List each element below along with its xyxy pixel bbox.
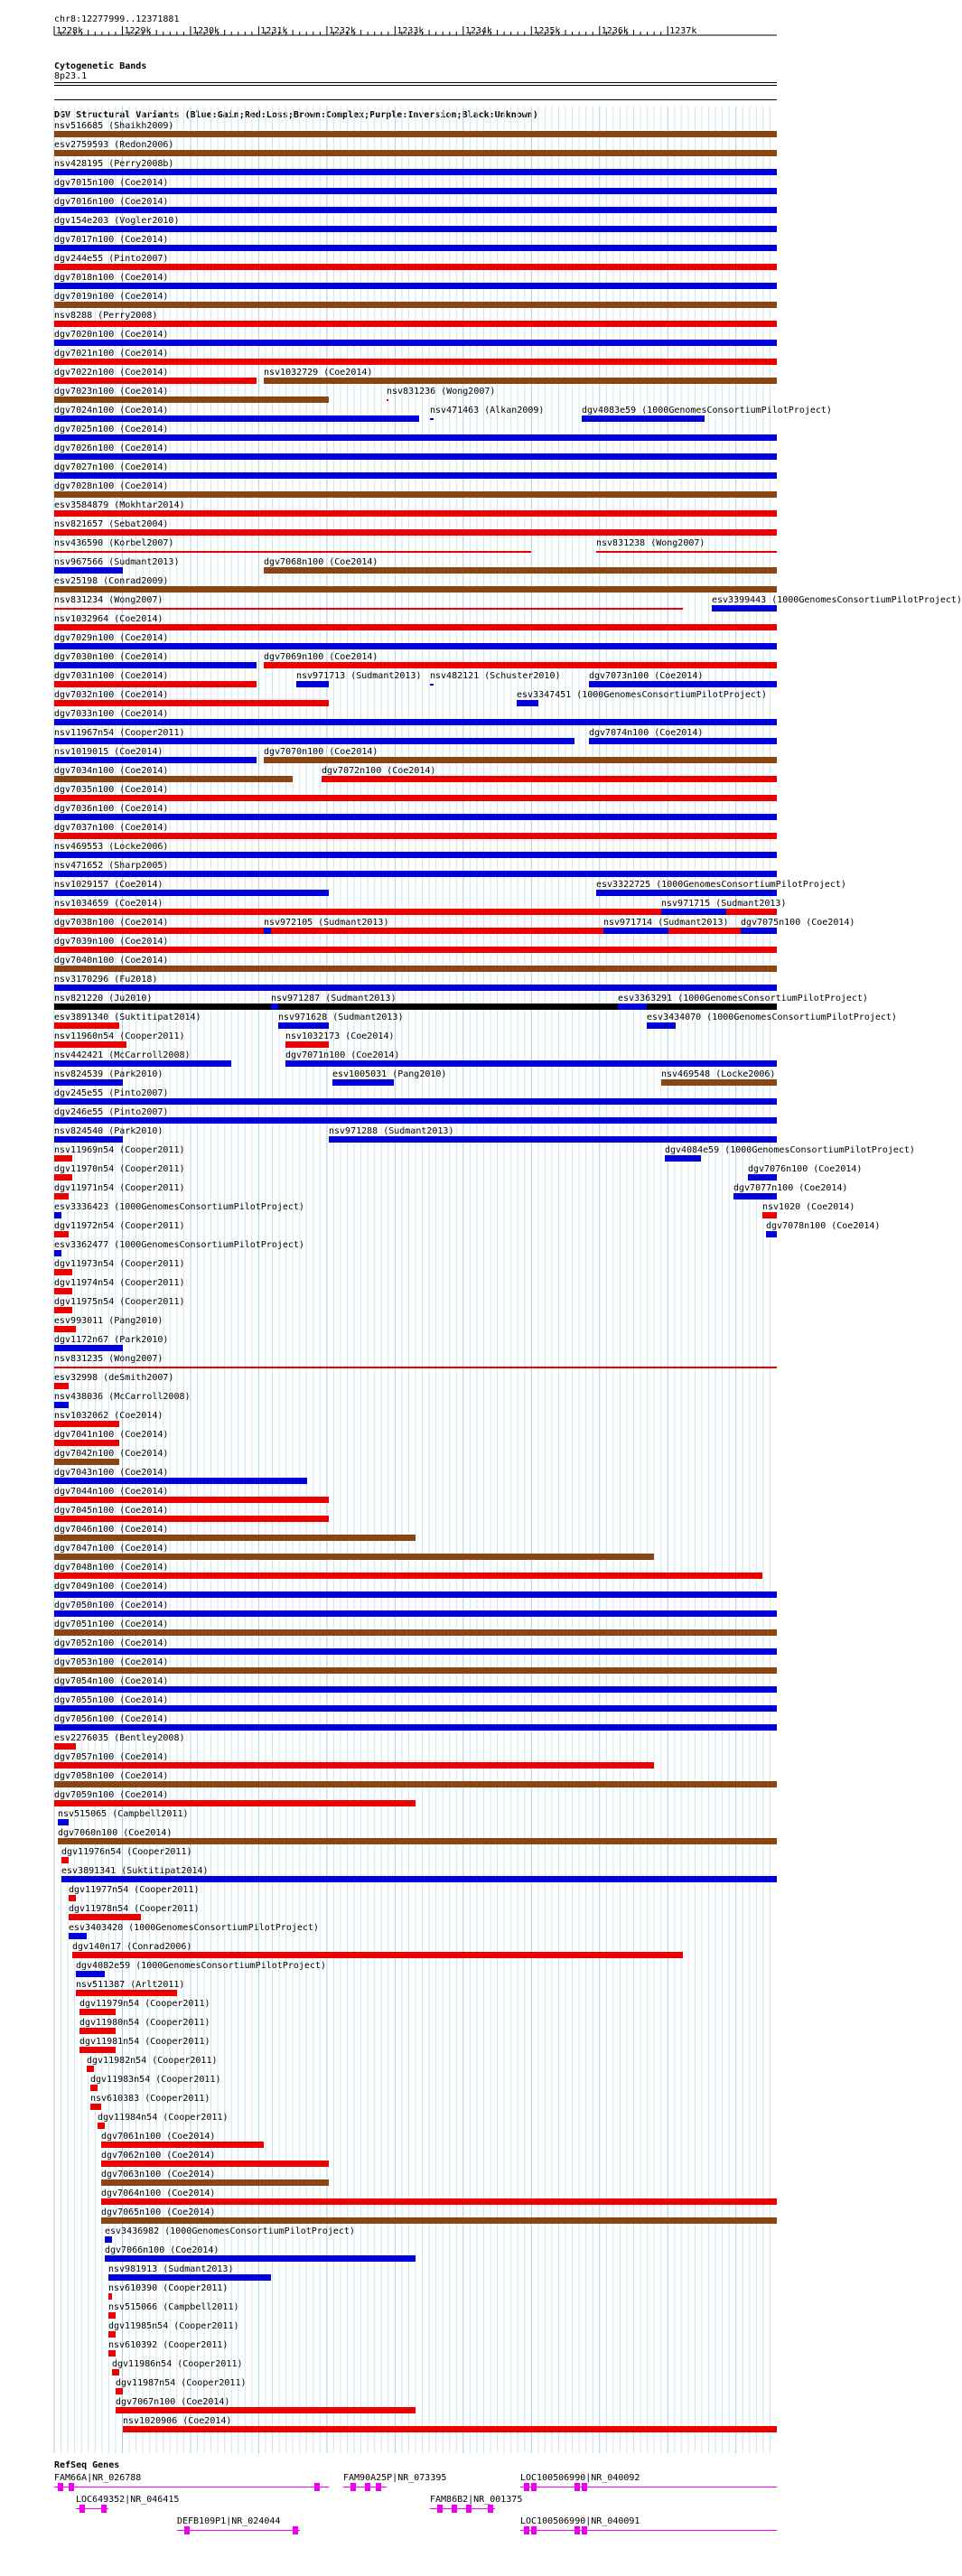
variant-label[interactable]: nsv821657 (Sebat2004)	[54, 519, 169, 529]
gene-line[interactable]	[177, 2530, 300, 2531]
variant-label[interactable]: nsv8288 (Perry2008)	[54, 311, 158, 321]
variant-label[interactable]: dgv7070n100 (Coe2014)	[264, 747, 378, 757]
variant-label[interactable]: dgv7049n100 (Coe2014)	[54, 1582, 169, 1591]
variant-label[interactable]: nsv1032173 (Coe2014)	[285, 1031, 395, 1041]
variant-label[interactable]: dgv7037n100 (Coe2014)	[54, 823, 169, 833]
variant-label[interactable]: nsv11960n54 (Cooper2011)	[54, 1031, 185, 1041]
variant-label[interactable]: dgv7068n100 (Coe2014)	[264, 557, 378, 567]
variant-label[interactable]: dgv11974n54 (Cooper2011)	[54, 1278, 185, 1288]
gene-exon[interactable]	[531, 2526, 537, 2534]
gene-exon[interactable]	[365, 2483, 370, 2491]
variant-label[interactable]: dgv4082e59 (1000GenomesConsortiumPilotProject)	[76, 1961, 326, 1971]
variant-label[interactable]: dgv244e55 (Pinto2007)	[54, 254, 169, 264]
variant-label[interactable]: nsv971714 (Sudmant2013)	[603, 918, 729, 928]
variant-label[interactable]: nsv967566 (Sudmant2013)	[54, 557, 180, 567]
variant-label[interactable]: esv3584879 (Mokhtar2014)	[54, 500, 185, 510]
variant-label[interactable]: esv3362477 (1000GenomesConsortiumPilotProject)	[54, 1240, 304, 1250]
variant-label[interactable]: nsv1032062 (Coe2014)	[54, 1411, 163, 1421]
variant-label[interactable]: dgv4083e59 (1000GenomesConsortiumPilotProject)	[582, 406, 832, 415]
variant-label[interactable]: nsv971287 (Sudmant2013)	[271, 994, 397, 1003]
variant-label[interactable]: nsv469548 (Locke2006)	[661, 1069, 776, 1079]
variant-label[interactable]: dgv7038n100 (Coe2014)	[54, 918, 169, 928]
variant-label[interactable]: esv1005031 (Pang2010)	[332, 1069, 447, 1079]
variant-label[interactable]: nsv438036 (McCarroll2008)	[54, 1392, 191, 1402]
variant-label[interactable]: dgv11973n54 (Cooper2011)	[54, 1259, 185, 1269]
variant-label[interactable]: dgv7043n100 (Coe2014)	[54, 1468, 169, 1478]
variant-label[interactable]: dgv7042n100 (Coe2014)	[54, 1449, 169, 1459]
variant-label[interactable]: dgv7020n100 (Coe2014)	[54, 330, 169, 340]
gene-exon[interactable]	[58, 2483, 63, 2491]
variant-label[interactable]: dgv11986n54 (Cooper2011)	[112, 2359, 243, 2369]
gene-exon[interactable]	[574, 2483, 580, 2491]
variant-label[interactable]: dgv7062n100 (Coe2014)	[101, 2151, 216, 2161]
variant-label[interactable]: dgv11981n54 (Cooper2011)	[79, 2037, 210, 2047]
gene-label[interactable]: LOC649352|NR_046415	[76, 2495, 180, 2505]
gene-exon[interactable]	[524, 2483, 529, 2491]
variant-label[interactable]: dgv7050n100 (Coe2014)	[54, 1601, 169, 1610]
gene-exon[interactable]	[452, 2505, 457, 2513]
variant-label[interactable]: dgv245e55 (Pinto2007)	[54, 1088, 169, 1098]
scale-tick-label: 1229k	[124, 26, 152, 36]
gene-exon[interactable]	[350, 2483, 356, 2491]
variant-label[interactable]: dgv7018n100 (Coe2014)	[54, 273, 169, 283]
gene-exon[interactable]	[582, 2526, 587, 2534]
variant-label[interactable]: dgv7078n100 (Coe2014)	[766, 1221, 881, 1231]
gene-exon[interactable]	[101, 2505, 107, 2513]
variant-label[interactable]: dgv7047n100 (Coe2014)	[54, 1544, 169, 1554]
variant-label[interactable]: dgv246e55 (Pinto2007)	[54, 1107, 169, 1117]
variant-label[interactable]: dgv11983n54 (Cooper2011)	[90, 2075, 221, 2085]
variant-label[interactable]: esv32998 (deSmith2007)	[54, 1373, 174, 1383]
gene-label[interactable]: DEFB109P1|NR_024044	[177, 2516, 281, 2526]
cyto-band-label: 8p23.1	[54, 71, 88, 81]
variant-label[interactable]: dgv1172n67 (Park2010)	[54, 1335, 169, 1345]
variant-label[interactable]: dgv7024n100 (Coe2014)	[54, 406, 169, 415]
variant-label[interactable]: nsv610390 (Cooper2011)	[108, 2283, 229, 2293]
variant-label[interactable]: dgv7039n100 (Coe2014)	[54, 937, 169, 947]
refseq-track-title[interactable]: RefSeq Genes	[54, 2460, 120, 2470]
gene-exon[interactable]	[582, 2483, 587, 2491]
variant-label[interactable]: dgv7066n100 (Coe2014)	[105, 2245, 219, 2255]
variant-label[interactable]: dgv7076n100 (Coe2014)	[748, 1164, 863, 1174]
variant-label[interactable]: nsv11967n54 (Cooper2011)	[54, 728, 185, 738]
variant-label[interactable]: dgv7032n100 (Coe2014)	[54, 690, 169, 700]
gene-line[interactable]	[520, 2530, 777, 2531]
dgv-track-title[interactable]: DGV Structural Variants (Blue:Gain;Red:Loss;Brown:Complex;Purple:Inversion;Black:Unknown)	[54, 110, 538, 120]
variant-label[interactable]: dgv7065n100 (Coe2014)	[101, 2207, 216, 2217]
variant-label[interactable]: nsv1032964 (Coe2014)	[54, 614, 163, 624]
variant-label[interactable]: nsv1019015 (Coe2014)	[54, 747, 163, 757]
variant-label[interactable]: esv3434070 (1000GenomesConsortiumPilotProject)	[647, 1013, 897, 1022]
variant-label[interactable]: dgv7016n100 (Coe2014)	[54, 197, 169, 207]
variant-label[interactable]: nsv971715 (Sudmant2013)	[661, 899, 787, 909]
variant-label[interactable]: dgv7074n100 (Coe2014)	[589, 728, 704, 738]
variant-label[interactable]: dgv7046n100 (Coe2014)	[54, 1525, 169, 1535]
variant-label[interactable]: dgv7034n100 (Coe2014)	[54, 766, 169, 776]
variant-label[interactable]: dgv11984n54 (Cooper2011)	[98, 2113, 229, 2123]
variant-label[interactable]: dgv7040n100 (Coe2014)	[54, 956, 169, 966]
variant-label[interactable]: nsv469553 (Locke2006)	[54, 842, 169, 852]
variant-label[interactable]: dgv7056n100 (Coe2014)	[54, 1714, 169, 1724]
gene-exon[interactable]	[184, 2526, 190, 2534]
variant-label[interactable]: dgv4084e59 (1000GenomesConsortiumPilotProject)	[665, 1145, 915, 1155]
variant-label[interactable]: nsv824540 (Park2010)	[54, 1126, 163, 1136]
variant-label[interactable]: dgv7063n100 (Coe2014)	[101, 2170, 216, 2179]
gene-exon[interactable]	[314, 2483, 320, 2491]
variant-label[interactable]: dgv11971n54 (Cooper2011)	[54, 1183, 185, 1193]
variant-label[interactable]: dgv7021n100 (Coe2014)	[54, 349, 169, 359]
variant-label[interactable]: dgv7015n100 (Coe2014)	[54, 178, 169, 188]
variant-label[interactable]: nsv831236 (Wong2007)	[387, 387, 496, 397]
variant-label[interactable]: esv3347451 (1000GenomesConsortiumPilotProject)	[517, 690, 767, 700]
scale-tick-label: 1234k	[464, 26, 492, 36]
scale-tick-label: 1228k	[56, 26, 84, 36]
variant-label[interactable]: dgv11987n54 (Cooper2011)	[116, 2378, 247, 2388]
variant-label[interactable]: esv3891340 (Suktitipat2014)	[54, 1013, 201, 1022]
variant-label[interactable]: dgv11979n54 (Cooper2011)	[79, 1999, 210, 2009]
variant-label[interactable]: nsv971288 (Sudmant2013)	[329, 1126, 454, 1136]
variant-label[interactable]: nsv1034659 (Coe2014)	[54, 899, 163, 909]
variant-label[interactable]: esv3322725 (1000GenomesConsortiumPilotProject)	[596, 880, 846, 890]
variant-label[interactable]: dgv7060n100 (Coe2014)	[58, 1828, 173, 1838]
variant-label[interactable]: nsv471463 (Alkan2009)	[430, 406, 545, 415]
variant-label[interactable]: dgv7055n100 (Coe2014)	[54, 1695, 169, 1705]
variant-label[interactable]: dgv11977n54 (Cooper2011)	[69, 1885, 200, 1895]
variant-label[interactable]: nsv1029157 (Coe2014)	[54, 880, 163, 890]
variant-label[interactable]: dgv7033n100 (Coe2014)	[54, 709, 169, 719]
scale-tick-label: 1236k	[601, 26, 629, 36]
variant-label[interactable]: nsv972105 (Sudmant2013)	[264, 918, 389, 928]
scale-tick-label: 1235k	[533, 26, 561, 36]
variant-label[interactable]: dgv7075n100 (Coe2014)	[741, 918, 855, 928]
variant-label[interactable]: dgv7031n100 (Coe2014)	[54, 671, 169, 681]
variant-label[interactable]: dgv7067n100 (Coe2014)	[116, 2397, 230, 2407]
variant-label[interactable]: dgv7048n100 (Coe2014)	[54, 1563, 169, 1573]
variant-label[interactable]: dgv7053n100 (Coe2014)	[54, 1657, 169, 1667]
variant-label[interactable]: dgv7019n100 (Coe2014)	[54, 292, 169, 302]
variant-label[interactable]: esv3891341 (Suktitipat2014)	[61, 1866, 209, 1876]
gene-exon[interactable]	[466, 2505, 472, 2513]
variant-label[interactable]: esv25198 (Conrad2009)	[54, 576, 169, 586]
variant-label[interactable]: esv2759593 (Redon2006)	[54, 140, 174, 150]
scale-tick-label: 1237k	[669, 26, 697, 36]
variant-label[interactable]: dgv7026n100 (Coe2014)	[54, 443, 169, 453]
variant-label[interactable]: dgv7057n100 (Coe2014)	[54, 1752, 169, 1762]
variant-label[interactable]: dgv7072n100 (Coe2014)	[322, 766, 436, 776]
variant-label[interactable]: dgv7023n100 (Coe2014)	[54, 387, 169, 397]
variant-label[interactable]: nsv971628 (Sudmant2013)	[278, 1013, 404, 1022]
variant-label[interactable]: dgv7052n100 (Coe2014)	[54, 1638, 169, 1648]
variant-label[interactable]: nsv515065 (Campbell2011)	[58, 1809, 189, 1819]
variant-label[interactable]: nsv1020 (Coe2014)	[762, 1202, 855, 1212]
variant-label[interactable]: nsv610383 (Cooper2011)	[90, 2094, 210, 2104]
variant-label[interactable]: nsv3170296 (Fu2018)	[54, 975, 158, 985]
variant-label[interactable]: dgv7022n100 (Coe2014)	[54, 368, 169, 378]
variant-label[interactable]: nsv1032729 (Coe2014)	[264, 368, 373, 378]
variant-label[interactable]: dgv7017n100 (Coe2014)	[54, 235, 169, 245]
gene-exon[interactable]	[293, 2526, 298, 2534]
scale-tick-label: 1232k	[328, 26, 356, 36]
gene-exon[interactable]	[376, 2483, 381, 2491]
variant-label[interactable]: dgv154e203 (Vogler2010)	[54, 216, 180, 226]
gene-exon[interactable]	[69, 2483, 74, 2491]
variant-label[interactable]: nsv610392 (Cooper2011)	[108, 2340, 229, 2350]
variant-label[interactable]: dgv11980n54 (Cooper2011)	[79, 2018, 210, 2028]
variant-label[interactable]: dgv11972n54 (Cooper2011)	[54, 1221, 185, 1231]
variant-label[interactable]: nsv511387 (Arlt2011)	[76, 1980, 185, 1990]
variant-label[interactable]: dgv7027n100 (Coe2014)	[54, 462, 169, 472]
gene-exon[interactable]	[531, 2483, 537, 2491]
variant-label[interactable]: nsv471652 (Sharp2005)	[54, 861, 169, 871]
variant-label[interactable]: nsv821220 (Ju2010)	[54, 994, 153, 1003]
variant-label[interactable]: dgv11982n54 (Cooper2011)	[87, 2056, 218, 2066]
variant-label[interactable]: dgv11976n54 (Cooper2011)	[61, 1847, 192, 1857]
variant-label[interactable]: nsv831234 (Wong2007)	[54, 595, 163, 605]
variant-label[interactable]: dgv7035n100 (Coe2014)	[54, 785, 169, 795]
gene-exon[interactable]	[488, 2505, 493, 2513]
variant-label[interactable]: dgv7077n100 (Coe2014)	[733, 1183, 848, 1193]
variant-label[interactable]: nsv516685 (Shaikh2009)	[54, 121, 174, 131]
variant-label[interactable]: dgv7030n100 (Coe2014)	[54, 652, 169, 662]
scale-tick-label: 1230k	[191, 26, 220, 36]
variant-label[interactable]: dgv11978n54 (Cooper2011)	[69, 1904, 200, 1914]
variant-label[interactable]: nsv1020906 (Coe2014)	[123, 2416, 232, 2426]
gene-exon[interactable]	[574, 2526, 580, 2534]
variant-label[interactable]: dgv7025n100 (Coe2014)	[54, 425, 169, 434]
variant-label[interactable]: dgv7051n100 (Coe2014)	[54, 1619, 169, 1629]
gene-label[interactable]: FAM86B2|NR_001375	[430, 2495, 523, 2505]
variant-label[interactable]: esv993011 (Pang2010)	[54, 1316, 163, 1326]
variant-label[interactable]: nsv831235 (Wong2007)	[54, 1354, 163, 1364]
variant-label[interactable]: esv3436982 (1000GenomesConsortiumPilotProject)	[105, 2226, 355, 2236]
variant-label[interactable]: nsv442421 (McCarroll2008)	[54, 1050, 191, 1060]
variant-label[interactable]: dgv11970n54 (Cooper2011)	[54, 1164, 185, 1174]
variant-label[interactable]: dgv7041n100 (Coe2014)	[54, 1430, 169, 1440]
variant-label[interactable]: esv2276035 (Bentley2008)	[54, 1733, 185, 1743]
variant-label[interactable]: dgv7059n100 (Coe2014)	[54, 1790, 169, 1800]
variant-label[interactable]: dgv140n17 (Conrad2006)	[72, 1942, 192, 1952]
variant-label[interactable]: nsv515066 (Campbell2011)	[108, 2302, 239, 2312]
variant-label[interactable]: nsv11969n54 (Cooper2011)	[54, 1145, 185, 1155]
gene-exon[interactable]	[437, 2505, 443, 2513]
variant-label[interactable]: nsv428195 (Perry2008b)	[54, 159, 174, 169]
variant-label[interactable]: dgv7073n100 (Coe2014)	[589, 671, 704, 681]
variant-label[interactable]: nsv824539 (Park2010)	[54, 1069, 163, 1079]
variant-label[interactable]: esv3399443 (1000GenomesConsortiumPilotProject)	[712, 595, 962, 605]
variant-label[interactable]: dgv7044n100 (Coe2014)	[54, 1487, 169, 1497]
gene-exon[interactable]	[524, 2526, 529, 2534]
variant-label[interactable]: nsv981913 (Sudmant2013)	[108, 2264, 234, 2274]
variant-label[interactable]: dgv11975n54 (Cooper2011)	[54, 1297, 185, 1307]
variant-label[interactable]: nsv436590 (Korbel2007)	[54, 538, 174, 548]
variant-label[interactable]: dgv7054n100 (Coe2014)	[54, 1676, 169, 1686]
gene-label[interactable]: LOC100506990|NR_040092	[520, 2473, 640, 2483]
gene-label[interactable]: FAM90A25P|NR_073395	[343, 2473, 447, 2483]
variant-label[interactable]: dgv7028n100 (Coe2014)	[54, 481, 169, 491]
variant-label[interactable]: dgv7036n100 (Coe2014)	[54, 804, 169, 814]
gene-label[interactable]: FAM66A|NR_026788	[54, 2473, 142, 2483]
gene-label[interactable]: LOC100506990|NR_040091	[520, 2516, 640, 2526]
variant-label[interactable]: dgv7061n100 (Coe2014)	[101, 2132, 216, 2142]
variant-label[interactable]: esv3336423 (1000GenomesConsortiumPilotProject)	[54, 1202, 304, 1212]
variant-label[interactable]: nsv971713 (Sudmant2013)	[296, 671, 422, 681]
variant-label[interactable]: dgv7064n100 (Coe2014)	[101, 2189, 216, 2198]
variant-label[interactable]: dgv7069n100 (Coe2014)	[264, 652, 378, 662]
variant-label[interactable]: nsv831238 (Wong2007)	[596, 538, 705, 548]
position-label: chr8:12277999..12371881	[54, 14, 180, 24]
scale-tick-label: 1231k	[260, 26, 288, 36]
scale-tick-label: 1233k	[397, 26, 425, 36]
variant-label[interactable]: esv3403420 (1000GenomesConsortiumPilotProject)	[69, 1923, 319, 1933]
variant-label[interactable]: dgv7045n100 (Coe2014)	[54, 1506, 169, 1516]
gene-exon[interactable]	[79, 2505, 85, 2513]
variant-label[interactable]: esv3363291 (1000GenomesConsortiumPilotProject)	[618, 994, 868, 1003]
cyto-track-title[interactable]: Cytogenetic Bands	[54, 61, 147, 71]
variant-label[interactable]: dgv7029n100 (Coe2014)	[54, 633, 169, 643]
variant-label[interactable]: dgv7071n100 (Coe2014)	[285, 1050, 400, 1060]
variant-label[interactable]: dgv11985n54 (Cooper2011)	[108, 2321, 239, 2331]
variant-label[interactable]: dgv7058n100 (Coe2014)	[54, 1771, 169, 1781]
variant-label[interactable]: nsv482121 (Schuster2010)	[430, 671, 561, 681]
